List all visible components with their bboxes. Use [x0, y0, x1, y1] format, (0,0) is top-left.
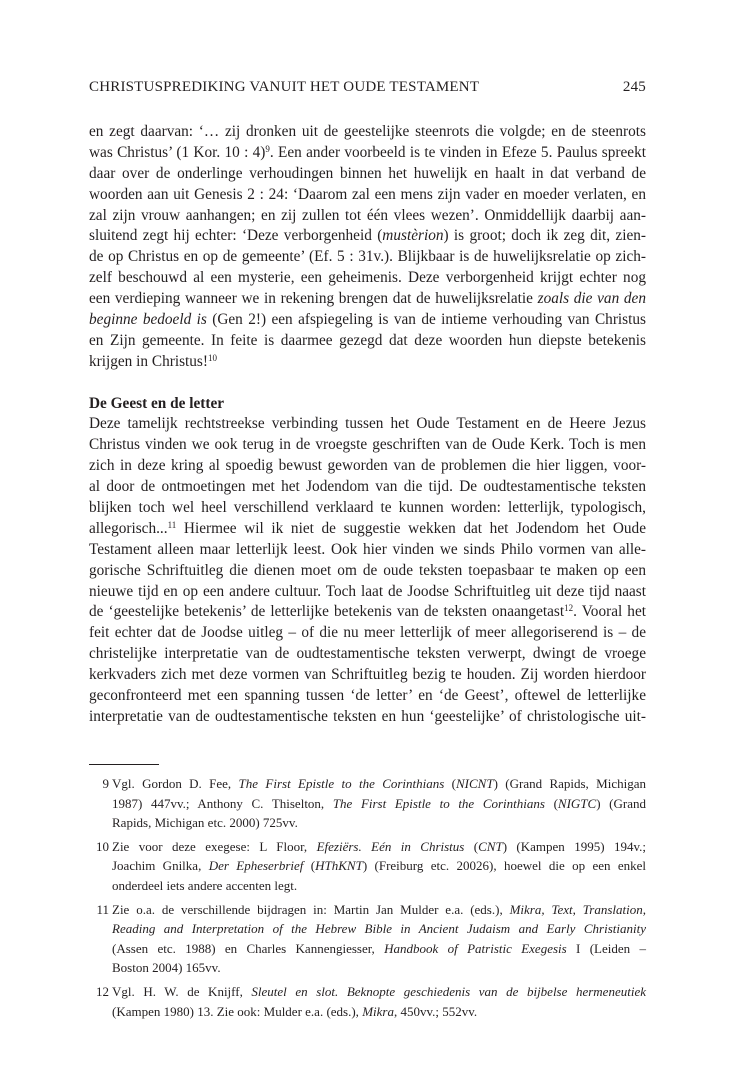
footnote-line: Boston 2004) 165vv. [112, 960, 221, 976]
text-line: en Zijn gemeente. In feite is daarmee gezegd dat deze woorden hun diepste betekenis [89, 331, 646, 349]
footnote-9 [89, 774, 646, 833]
footnote-line: (Assen etc. 1988) en Charles Kannengiesser, Handbook of Patristic Exegesis I (Leiden – [112, 940, 646, 956]
page-number: 245 [622, 79, 646, 95]
text-line: interpretatie van de oudtestamentische teksten en hun ‘geestelijke’ of christologische uit- [89, 707, 646, 725]
text-line: Christus vinden we ook terug in de vroegste geschriften van de Oude Kerk. Toch is men [89, 436, 646, 454]
text-line: sluitend zegt hij echter: ‘Deze verborgenheid (mustèrion) is groot; doch ik zeg dit, zien- [89, 227, 647, 245]
footnote-divider [89, 764, 159, 765]
text-line: gorische Schriftuitleg die dienen moet om de oude teksten toepasbaar te maken op een [89, 561, 646, 579]
footnote-line: (Kampen 1980) 13. Zie ook: Mulder e.a. (eds.), Mikra, 450vv.; 552vv. [112, 1003, 478, 1019]
footnotes [89, 774, 646, 1021]
footnote-line: Vgl. H. W. de Knijff, Sleutel en slot. Beknopte geschiedenis van de bijbelse hermeneutiek [112, 983, 646, 999]
paragraph-1 [89, 122, 646, 373]
footnote-ref-10[interactable]: 10 [207, 352, 217, 363]
text-line: beginne bedoeld is (Gen 2!) een afspiegeling is van de intieme verhouding van Christus [89, 311, 646, 329]
footnote-line: Rapids, Michigan etc. 2000) 725vv. [112, 815, 298, 831]
text-line: Testament alleen maar letterlijk leest. Ook hier vinden we sinds Philo vormen van alle- [89, 540, 646, 558]
footnote-ref-9[interactable]: 9 [265, 143, 270, 154]
text-line: de ‘geestelijke betekenis’ de letterlijke betekenis van de teksten onaangetast$^{12}$. Vooral het [89, 603, 646, 621]
footnote-ref-12[interactable]: 12 [564, 603, 574, 614]
footnote-number: 10 [96, 838, 109, 854]
text-line: zelf beschouwd al een mysterie, een geheimenis. Deze verborgenheid krijgt echter nog [89, 269, 646, 287]
footnote-number: 12 [96, 983, 109, 999]
text-line: was Christus’ (1 Kor. 10 : 4)$^9$. Een ander voorbeeld is te vinden in Efeze 5. Paulus spreekt [89, 143, 646, 161]
text-line: geconfronteerd met een spanning tussen ‘de letter’ en ‘de Geest’, oftewel de letterlijke [89, 687, 646, 705]
footnote-ref-11[interactable]: 11 [167, 519, 177, 530]
text-line: allegorisch...$^{11}$ Hiermee wil ik niet de suggestie wekken dat het Jodendom het Oude [89, 519, 646, 537]
footnote-line: Joachim Gnilka, Der Epheserbrief (HThKNT) (Freiburg etc. 20026), hoewel die op een enkel [112, 858, 646, 874]
text-line: en zegt daarvan: ‘… zij dronken uit de geestelijke steenrots die volgde; en de steenrots [89, 123, 646, 140]
text-line: woorden aan uit Genesis 2 : 24: ‘Daarom zal een mens zijn vader en moeder verlaten, en [89, 185, 646, 203]
footnote-line: onderdeel iets andere accenten legt. [112, 877, 298, 893]
footnote-line: Zie voor deze exegese: L Floor, Efeziërs. Eén in Christus (CNT) (Kampen 1995) 194v.; [112, 838, 646, 854]
footnote-11 [89, 900, 646, 978]
text-line: blijken toch wel heel verschillend verklaard te kunnen worden: letterlijk, typologisch, [89, 499, 646, 517]
text-line: Deze tamelijk rechtstreekse verbinding tussen het Oude Testament en de Heere Jezus [89, 415, 646, 433]
section-geest-en-letter [89, 394, 646, 728]
footnote-number: 11 [96, 901, 109, 917]
paragraph-gap [89, 373, 646, 394]
footnote-10 [89, 837, 646, 896]
running-head [89, 79, 646, 99]
text-line: al door de ontmoetingen met het Jodendom van die tijd. De oudtestamentische teksten [89, 478, 646, 496]
text-line: zich in deze kring al spoedig bewust geworden van de problemen die hier liggen, voor- [89, 457, 646, 475]
footnote-line: Zie o.a. de verschillende bijdragen in: Martin Jan Mulder e.a. (eds.), Mikra, Text, Translation, [112, 901, 646, 917]
footnote-line: Reading and Interpretation of the Hebrew Bible in Ancient Judaism and Early Christianity [112, 921, 646, 937]
running-title: CHRISTUSPREDIKING VANUIT HET OUDE TESTAMENT [89, 79, 480, 95]
body-text [89, 122, 646, 728]
footnote-line: 1987) 447vv.; Anthony C. Thiselton, The First Epistle to the Corinthians (NIGTC) (Grand [112, 795, 646, 811]
text-line: kerkvaders zich met deze vormen van Schriftuitleg bezig te houden. Zij worden hierdoor [89, 666, 646, 684]
text-line: een verdieping wanneer we in rekening brengen dat de huwelijksrelatie zoals die van den [89, 290, 646, 308]
text-line: de op Christus en op de gemeente’ (Ef. 5 : 31v.). Blijkbaar is de huwelijksrelatie op zich- [89, 248, 646, 266]
footnote-12 [89, 982, 646, 1021]
text-line: feit echter dat de Joodse uitleg – of die nu meer letterlijk of meer allegoriserend is – de [89, 624, 646, 642]
text-line: krijgen in Christus!$^{10}$ [89, 352, 217, 370]
text-line: christelijke interpretatie van de oudtestamentische teksten verwerpt, dwingt de vroege [89, 645, 646, 663]
text-line: zal zijn vrouw aanhangen; en zij zullen tot één vlees wezen’. Onmiddellijk daarbij aan- [89, 206, 646, 224]
footnote-line: Vgl. Gordon D. Fee, The First Epistle to the Corinthians (NICNT) (Grand Rapids, Michigan [112, 776, 646, 791]
text-line: nieuwe tijd en op een andere cultuur. Toch laat de Joodse Schriftuitleg uit deze tijd naast [89, 582, 646, 600]
text-line: daar over de onderlinge verhoudingen binnen het huwelijk en haalt in dat verband de [89, 164, 646, 182]
footnote-number: 9 [102, 776, 109, 791]
section-heading: De Geest en de letter [89, 394, 225, 412]
